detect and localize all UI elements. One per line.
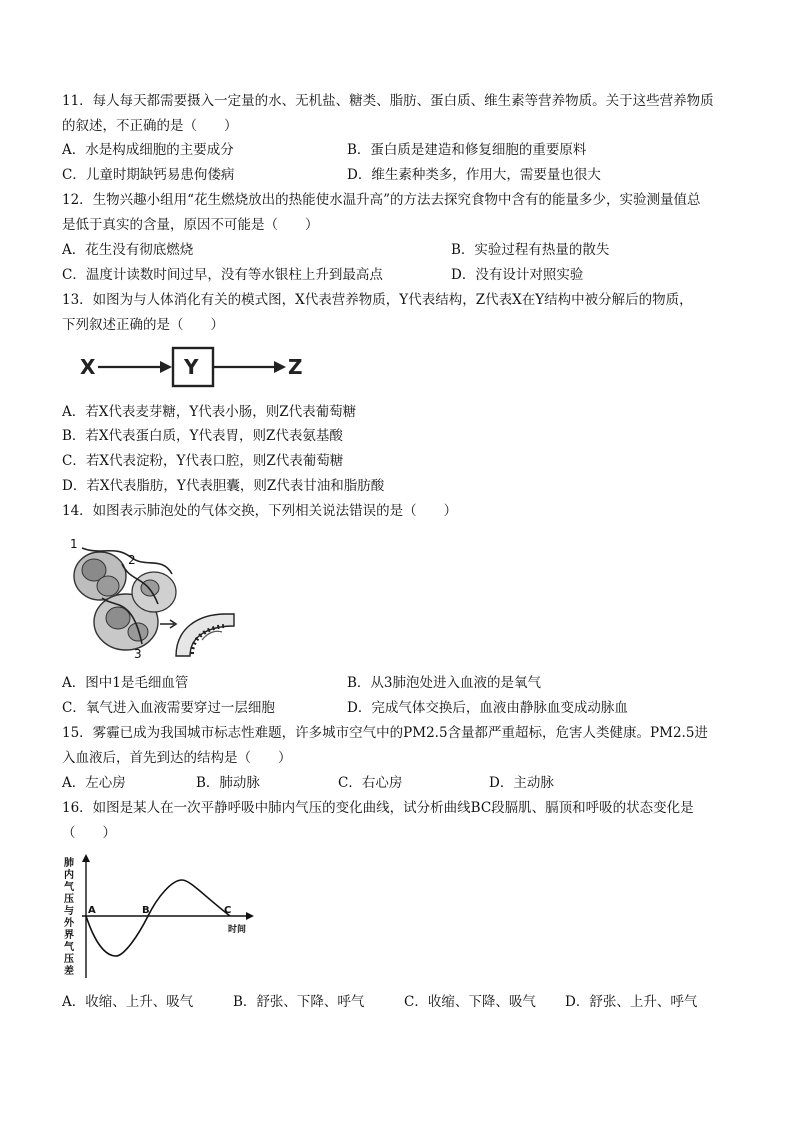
y-axis-label-char: 气 [64,942,74,953]
q16-option-b: B．舒张、下降、呼气 [233,994,365,1010]
y-axis-label-char: 肺 [64,858,74,869]
q14-stem-line1: 14．如图表示肺泡处的气体交换，下列相关说法错误的是（ ） [62,503,458,519]
q13-option-a: A．若X代表麦芽糖，Y代表小肠，则Z代表葡萄糖 [62,404,357,420]
q11-option-a: A．水是构成细胞的主要成分 [62,142,234,158]
q11-option-c: C．儿童时期缺钙易患佝偻病 [62,167,235,183]
q14-option-c: C．氧气进入血液需要穿过一层细胞 [62,700,275,716]
y-axis-label-char: 外 [64,918,74,929]
q12-option-c: C．温度计读数时间过早，没有等水银柱上升到最高点 [62,267,383,283]
diagram-x-label: X [80,355,96,379]
magnified-alveolus-section [176,614,234,656]
q16-stem-line2: （ ） [62,825,116,841]
diagram-y-label: Y [184,355,199,379]
q16-stem-line1: 16．如图是某人在一次平静呼吸中肺内气压的变化曲线，试分析曲线BC段膈肌、膈顶和呼吸的状态变化是 [62,800,694,816]
magnify-arrow-icon [160,620,176,628]
y-axis-label [64,856,75,977]
q16-option-a: A．收缩、上升、吸气 [62,994,194,1010]
q14-option-d: D．完成气体交换后，血液由静脉血变成动脉血 [347,700,628,716]
q11-option-b: B．蛋白质是建造和修复细胞的重要原料 [347,142,587,158]
y-axis-label-char: 压 [64,954,74,965]
q14-option-b: B．从3肺泡处进入血液的是氧气 [347,675,542,691]
q12-stem-line2: 是低于真实的含量，原因不可能是（ ） [62,217,319,233]
y-axis-label-char: 气 [64,882,74,893]
q11-stem-line2: 的叙述，不正确的是（ ） [62,118,238,134]
q15-stem-line1: 15．雾霾已成为我国城市标志性难题，许多城市空气中的PM2.5含量都严重超标，危害人类健康。PM2.5进 [62,725,708,741]
point-c-label: C [224,905,232,916]
point-a-label: A [88,905,96,916]
q13-stem-line2: 下列叙述正确的是（ ） [62,317,224,333]
q13-option-b: B．若X代表蛋白质，Y代表胃，则Z代表氨基酸 [62,428,343,444]
q13-option-d: D．若X代表脂肪，Y代表胆囊，则Z代表甘油和脂肪酸 [62,478,385,494]
arrow-head-x-to-y [160,361,172,373]
q12-option-b: B．实验过程有热量的散失 [451,242,610,258]
q15-option-d: D．主动脉 [489,775,554,791]
q12-option-d: D．没有设计对照实验 [451,267,584,283]
q15-option-c: C．右心房 [338,775,403,791]
q12-stem-line1: 12．生物兴趣小组用“花生燃烧放出的热能使水温升高”的方法去探究食物中含有的能量多少，实验测量值总 [62,192,701,208]
y-axis-label-char: 差 [64,966,74,977]
figure-label-2: 2 [128,553,136,567]
lung-pressure-curve-figure [62,852,262,984]
q15-stem-line2: 入血液后，首先到达的结构是（ ） [62,750,292,766]
q12-option-a: A．花生没有彻底燃烧 [62,242,194,258]
alveolus-gas-exchange-figure [62,534,252,660]
q13-option-c: C．若X代表淀粉，Y代表口腔，则Z代表葡萄糖 [62,453,344,469]
q11-stem-line1: 11．每人每天都需要摄入一定量的水、无机盐、糖类、脂肪、蛋白质、维生素等营养物质。关于这些营养物质 [62,93,714,109]
q16-option-d: D．舒张、上升、呼气 [565,994,698,1010]
q16-option-c: C．收缩、下降、吸气 [404,994,536,1010]
y-axis-label-char: 内 [64,870,74,881]
x-axis-label: 时间 [228,925,247,935]
arrow-head-y-to-z [274,361,286,373]
point-b-label: B [142,905,150,916]
y-axis-label-char: 界 [64,930,74,941]
q15-option-b: B．肺动脉 [196,775,260,791]
pressure-curve [86,880,230,956]
y-axis-label-char: 与 [64,906,74,917]
y-axis-arrow-icon [82,854,90,862]
q13-stem-line1: 13．如图为与人体消化有关的模式图，X代表营养物质，Y代表结构，Z代表X在Y结构中被分解后的物质， [62,292,693,308]
digestion-flow-diagram [62,340,322,392]
alveoli-cluster [74,552,176,650]
q15-option-a: A．左心房 [62,775,126,791]
diagram-z-label: Z [288,355,303,379]
q11-option-d: D．维生素种类多，作用大，需要量也很大 [347,167,601,183]
figure-label-1: 1 [70,537,78,551]
figure-label-3: 3 [134,647,142,660]
x-axis-arrow-icon [246,912,254,920]
q14-option-a: A．图中1是毛细血管 [62,675,189,691]
y-axis-label-char: 压 [64,894,74,905]
